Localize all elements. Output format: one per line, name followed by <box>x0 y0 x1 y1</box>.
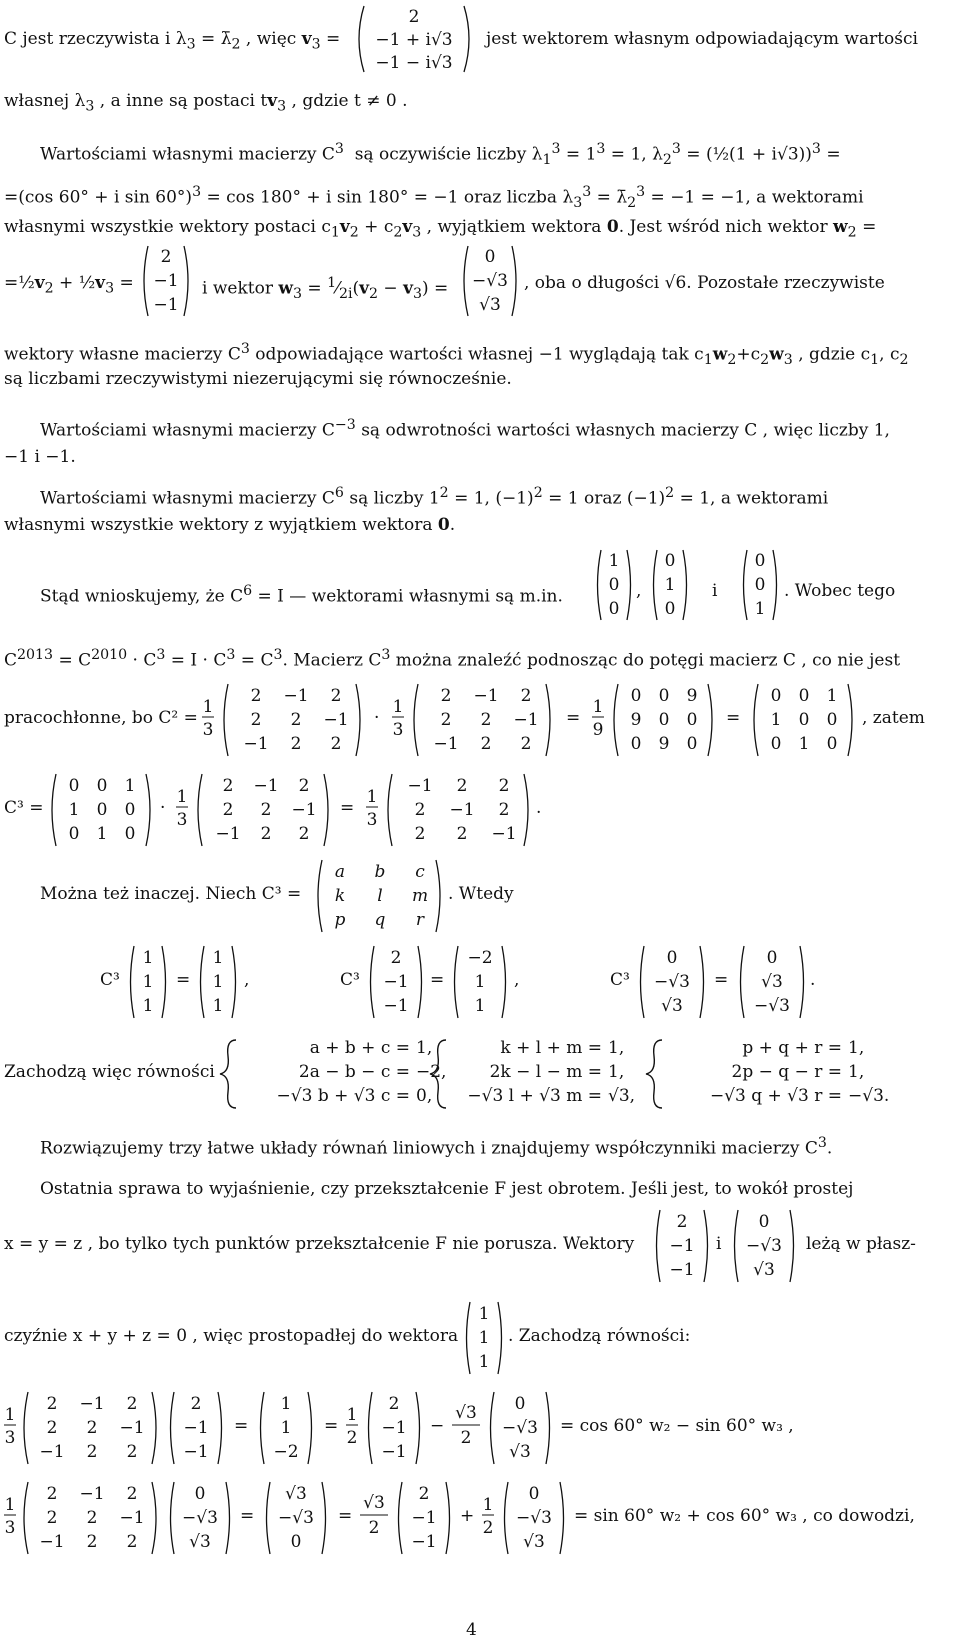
svg-text:czyźnie x + y + z = 0 , więc p: czyźnie x + y + z = 0 , więc prostopadłej do wektora <box>4 1326 459 1346</box>
svg-text:1,: 1, <box>608 1038 625 1058</box>
equation-c-cubed <box>0 770 960 850</box>
svg-text:2: 2 <box>250 686 262 706</box>
svg-text:Można też inaczej. Niech C³ =: Można też inaczej. Niech C³ = <box>40 884 302 904</box>
svg-text:0: 0 <box>608 599 620 619</box>
equation-c3-actions <box>0 942 960 1022</box>
svg-text:0: 0 <box>290 1532 302 1552</box>
svg-text:.: . <box>536 798 542 818</box>
svg-text:1: 1 <box>68 800 80 820</box>
svg-text:2: 2 <box>86 1442 98 1462</box>
text-line: Wartościami własnymi macierzy $C^{-3}$ są odwrotności wartości własnych macierzy C , więc liczby 1, <box>40 417 890 441</box>
svg-text:1: 1 <box>4 1495 16 1515</box>
svg-text:2: 2 <box>86 1508 98 1528</box>
svg-text:·: · <box>374 708 380 728</box>
svg-text:−1: −1 <box>669 1260 695 1280</box>
svg-text:0: 0 <box>630 734 642 754</box>
svg-text:2: 2 <box>126 1532 138 1552</box>
svg-text:−√3: −√3 <box>516 1508 552 1528</box>
svg-text:1: 1 <box>142 996 154 1016</box>
svg-text:=: = <box>714 970 729 990</box>
page-number: 4 <box>466 1620 477 1640</box>
svg-text:2: 2 <box>330 734 342 754</box>
text-line: i <box>712 581 718 601</box>
svg-text:1: 1 <box>608 551 620 571</box>
svg-text:0: 0 <box>96 776 108 796</box>
svg-text:3: 3 <box>392 720 404 740</box>
svg-text:−√3 l + √3 m =: −√3 l + √3 m = <box>467 1086 602 1106</box>
svg-text:+: + <box>460 1506 475 1526</box>
equation-rotation-2 <box>0 1478 960 1558</box>
svg-text:= sin 60° w₂ + cos 60° w₃ , co: = sin 60° w₂ + cos 60° w₃ , co dowodzi, <box>574 1506 915 1526</box>
svg-text:√3: √3 <box>753 1260 775 1280</box>
text-line: . Wobec tego <box>784 581 896 601</box>
svg-text:a: a <box>334 862 346 882</box>
equation-systems <box>0 1034 960 1114</box>
svg-text:2a − b − c =: 2a − b − c = <box>298 1062 410 1082</box>
svg-text:−1: −1 <box>669 1236 695 1256</box>
svg-text:2: 2 <box>460 1428 472 1448</box>
svg-text:0: 0 <box>514 1394 526 1414</box>
svg-text:−2: −2 <box>273 1442 299 1462</box>
svg-text:1: 1 <box>798 734 810 754</box>
svg-text:1,: 1, <box>848 1062 865 1082</box>
svg-text:0: 0 <box>96 800 108 820</box>
svg-text:0: 0 <box>798 686 810 706</box>
text-line: własnymi wszystkie wektory z wyjątkiem wektora 0. <box>4 515 456 535</box>
svg-text:0: 0 <box>658 686 670 706</box>
text-line: Wartościami własnymi macierzy $C^6$ są liczby $1^2 = 1$, $(-1)^2 = 1$ oraz $(-1)^2 = 1$, a wektorami <box>40 485 829 509</box>
svg-text:1: 1 <box>826 686 838 706</box>
svg-text:−1: −1 <box>383 996 409 1016</box>
text-line: C jest rzeczywista i $\lambda_3$ = $\lambdā_2$ , więc $v_3$ = <box>4 29 341 53</box>
svg-text:√3: √3 <box>285 1484 307 1504</box>
svg-text:l: l <box>377 886 383 906</box>
svg-text:−1: −1 <box>39 1442 65 1462</box>
svg-text:−√3: −√3 <box>278 1508 314 1528</box>
text-line: $C^{2013} = C^{2010} \cdot C^3 = I \cdot C^3 = C^3$. Macierz $C^3$ można znaleźć podnosząc do potęgi macierz C , co nie jest <box>4 647 901 671</box>
svg-text:2: 2 <box>456 776 468 796</box>
svg-text:1: 1 <box>478 1328 490 1348</box>
svg-text:1: 1 <box>142 972 154 992</box>
svg-text:−1: −1 <box>323 710 349 730</box>
svg-text:3: 3 <box>366 810 378 830</box>
svg-text:2: 2 <box>456 824 468 844</box>
svg-text:2: 2 <box>482 1518 494 1538</box>
svg-text:k: k <box>334 886 346 906</box>
svg-text:√3: √3 <box>189 1532 211 1552</box>
svg-text:1: 1 <box>770 710 782 730</box>
svg-text:=: = <box>176 970 191 990</box>
svg-text:√3: √3 <box>523 1532 545 1552</box>
svg-text:1: 1 <box>478 1304 490 1324</box>
svg-text:r: r <box>415 910 425 930</box>
svg-text:2: 2 <box>414 824 426 844</box>
svg-text:1: 1 <box>96 824 108 844</box>
svg-text:9: 9 <box>630 710 642 730</box>
svg-text:= cos 60° w₂ − sin 60° w₃ ,: = cos 60° w₂ − sin 60° w₃ , <box>560 1416 794 1436</box>
svg-text:−1: −1 <box>407 776 433 796</box>
vector-e1 <box>594 548 634 626</box>
svg-text:1: 1 <box>280 1394 292 1414</box>
svg-text:1,: 1, <box>608 1062 625 1082</box>
svg-text:0: 0 <box>754 575 766 595</box>
svg-text:m: m <box>411 886 429 906</box>
text-line: Stąd wnioskujemy, że $C^6 = I$ — wektorami własnymi są m.in. <box>40 583 563 607</box>
text-line: i wektor $w_3$ = $^1⁄_{2i}(v_2 - v_3)$ = <box>202 275 449 303</box>
svg-text:√3: √3 <box>455 1403 477 1423</box>
svg-text:−1: −1 <box>411 1508 437 1528</box>
svg-text:=: = <box>430 970 445 990</box>
svg-text:√3: √3 <box>661 996 683 1016</box>
svg-text:. Zachodzą równości:: . Zachodzą równości: <box>508 1326 691 1346</box>
text-line: , oba o długości √6. Pozostałe rzeczywiste <box>524 273 885 293</box>
svg-text:2: 2 <box>480 710 492 730</box>
svg-text:0: 0 <box>770 686 782 706</box>
svg-text:√3: √3 <box>479 295 501 315</box>
svg-text:0: 0 <box>770 734 782 754</box>
text-line: są liczbami rzeczywistymi niezerującymi się równocześnie. <box>4 369 512 389</box>
svg-text:0: 0 <box>766 948 778 968</box>
svg-text:2: 2 <box>520 734 532 754</box>
svg-text:2: 2 <box>330 686 342 706</box>
svg-text:3: 3 <box>202 720 214 740</box>
svg-text:−1: −1 <box>491 824 517 844</box>
svg-text:9: 9 <box>658 734 670 754</box>
svg-text:1: 1 <box>592 697 604 717</box>
svg-text:2: 2 <box>408 7 420 27</box>
svg-text:2: 2 <box>46 1484 58 1504</box>
svg-text:1: 1 <box>212 972 224 992</box>
equation-plane-vectors <box>0 1206 960 1286</box>
svg-text:1,: 1, <box>848 1038 865 1058</box>
svg-text:2: 2 <box>190 1394 202 1414</box>
svg-text:2: 2 <box>290 710 302 730</box>
svg-text:2: 2 <box>260 824 272 844</box>
svg-text:0: 0 <box>608 575 620 595</box>
text-line: −1 i −1. <box>4 447 76 467</box>
svg-text:−1: −1 <box>183 1442 209 1462</box>
svg-text:=: = <box>726 708 741 728</box>
svg-text:−1: −1 <box>473 686 499 706</box>
svg-text:−1: −1 <box>183 1418 209 1438</box>
svg-text:2: 2 <box>388 1394 400 1414</box>
svg-text:−1: −1 <box>79 1394 105 1414</box>
text-line: $=\frac{1}{2}v_2$ + $\frac{1}{2}v_3$ = <box>4 273 134 297</box>
svg-text:−: − <box>430 1416 445 1436</box>
svg-text:−1: −1 <box>153 271 179 291</box>
svg-text:1: 1 <box>212 996 224 1016</box>
equation-c3-general <box>0 856 960 936</box>
svg-text:2: 2 <box>298 776 310 796</box>
svg-text:2: 2 <box>86 1532 98 1552</box>
svg-text:b: b <box>374 862 386 882</box>
vector-w3 <box>460 244 520 322</box>
svg-text:0: 0 <box>666 948 678 968</box>
svg-text:c: c <box>415 862 425 882</box>
svg-text:.: . <box>810 970 816 990</box>
svg-text:−1: −1 <box>79 1484 105 1504</box>
svg-text:0: 0 <box>658 710 670 730</box>
text-line: =(cos 60° + i sin 60°)$^3$ = cos 180° + i sin 180° = −1 oraz liczba $\lambda_3^3$ = $\lambdā_2^3 = -1 = -1$, a wektorami <box>4 184 864 212</box>
svg-text:q: q <box>374 910 386 930</box>
svg-text:−1: −1 <box>119 1508 145 1528</box>
svg-text:2: 2 <box>676 1212 688 1232</box>
svg-text:−√3 q + √3 r =: −√3 q + √3 r = <box>709 1086 842 1106</box>
svg-text:−1: −1 <box>119 1418 145 1438</box>
svg-text:0: 0 <box>68 776 80 796</box>
svg-text:2: 2 <box>290 734 302 754</box>
svg-text:−√3: −√3 <box>472 271 508 291</box>
svg-text:2: 2 <box>126 1394 138 1414</box>
svg-text:1: 1 <box>754 599 766 619</box>
svg-text:0,: 0, <box>416 1086 433 1106</box>
svg-text:0: 0 <box>68 824 80 844</box>
svg-text:0: 0 <box>686 710 698 730</box>
svg-text:0: 0 <box>124 800 136 820</box>
text-line: jest wektorem własnym odpowiadającym wartości <box>486 29 918 49</box>
svg-text:−1: −1 <box>153 295 179 315</box>
svg-text:2: 2 <box>126 1442 138 1462</box>
svg-text:1: 1 <box>474 996 486 1016</box>
vector-e3 <box>740 548 780 626</box>
text-line: wektory własne macierzy $C^3$ odpowiadające wartości własnej −1 wyglądają tak $c_1w_2+c_2w_3$ , gdzie $c_1$, $c_2$ <box>4 341 909 369</box>
svg-text:1: 1 <box>212 948 224 968</box>
svg-text:0: 0 <box>664 599 676 619</box>
svg-text:0: 0 <box>484 247 496 267</box>
svg-text:=: = <box>234 1416 249 1436</box>
svg-text:,: , <box>244 970 250 990</box>
svg-text:√3: √3 <box>509 1442 531 1462</box>
svg-text:2: 2 <box>346 1428 358 1448</box>
svg-text:2: 2 <box>480 734 492 754</box>
svg-text:i: i <box>716 1234 722 1254</box>
svg-text:−1 + i√3: −1 + i√3 <box>375 30 453 50</box>
svg-text:0: 0 <box>124 824 136 844</box>
svg-text:p + q + r =: p + q + r = <box>742 1038 842 1058</box>
svg-text:a + b + c =: a + b + c = <box>309 1038 410 1058</box>
svg-text:Zachodzą więc równości: Zachodzą więc równości <box>4 1062 215 1082</box>
svg-text:2: 2 <box>222 800 234 820</box>
svg-text:9: 9 <box>592 720 604 740</box>
svg-text:−1: −1 <box>383 972 409 992</box>
svg-text:−√3: −√3 <box>502 1418 538 1438</box>
svg-text:−√3: −√3 <box>746 1236 782 1256</box>
svg-text:√3,: √3, <box>608 1086 636 1106</box>
svg-text:−1: −1 <box>215 824 241 844</box>
svg-text:9: 9 <box>686 686 698 706</box>
svg-text:−1: −1 <box>291 800 317 820</box>
vector-e2 <box>650 548 690 626</box>
svg-text:1: 1 <box>366 787 378 807</box>
svg-text:√3: √3 <box>761 972 783 992</box>
svg-text:2: 2 <box>260 800 272 820</box>
text-line: własnej $\lambda_3$ , a inne są postaci $tv_3$ , gdzie t ≠ 0 . <box>4 91 408 115</box>
svg-text:=: = <box>338 1506 353 1526</box>
svg-text:2: 2 <box>498 800 510 820</box>
svg-text:2: 2 <box>86 1418 98 1438</box>
svg-text:−1: −1 <box>381 1442 407 1462</box>
svg-text:C³ =: C³ = <box>4 798 44 818</box>
svg-text:1: 1 <box>346 1405 358 1425</box>
svg-text:leżą w płasz-: leżą w płasz- <box>806 1234 916 1254</box>
equation-normal-vector <box>0 1298 960 1378</box>
svg-text:C³: C³ <box>340 970 360 990</box>
svg-text:0: 0 <box>798 710 810 730</box>
svg-text:1: 1 <box>124 776 136 796</box>
text-line: Rozwiązujemy trzy łatwe układy równań liniowych i znajdujemy współczynniki macierzy $C^3$. <box>40 1135 833 1159</box>
vector-w2 <box>140 244 192 322</box>
svg-text:k + l + m =: k + l + m = <box>500 1038 602 1058</box>
svg-text:,: , <box>514 970 520 990</box>
svg-text:=: = <box>240 1506 255 1526</box>
svg-text:1: 1 <box>4 1405 16 1425</box>
svg-text:2p − q − r =: 2p − q − r = <box>731 1062 842 1082</box>
svg-text:=: = <box>324 1416 339 1436</box>
svg-text:1: 1 <box>478 1352 490 1372</box>
svg-text:2: 2 <box>498 776 510 796</box>
svg-text:−√3: −√3 <box>182 1508 218 1528</box>
svg-text:2: 2 <box>250 710 262 730</box>
svg-text:−√3: −√3 <box>754 996 790 1016</box>
svg-text:−√3: −√3 <box>654 972 690 992</box>
svg-text:−1: −1 <box>449 800 475 820</box>
svg-text:0: 0 <box>664 551 676 571</box>
text-line: Wartościami własnymi macierzy $C^3$ są oczywiście liczby $\lambda_1^3 = 1^3 = 1$, $\lambda_2^3$ = (½(1 + i√3))$^3$ = <box>40 141 841 169</box>
svg-text:0: 0 <box>826 710 838 730</box>
svg-text:=: = <box>340 798 355 818</box>
equation-c-squared <box>0 680 960 760</box>
svg-text:−√3.: −√3. <box>848 1086 890 1106</box>
svg-text:1: 1 <box>142 948 154 968</box>
svg-text:. Wtedy: . Wtedy <box>448 884 514 904</box>
text-line: własnymi wszystkie wektory postaci $c_1v_2 + c_2v_3$ , wyjątkiem wektora 0. Jest wśród nich wektor $w_2$ = <box>4 217 877 241</box>
svg-text:0: 0 <box>826 734 838 754</box>
svg-text:−1: −1 <box>253 776 279 796</box>
svg-text:·: · <box>160 798 166 818</box>
svg-text:2: 2 <box>126 1484 138 1504</box>
svg-text:2: 2 <box>222 776 234 796</box>
svg-text:=: = <box>566 708 581 728</box>
svg-text:0: 0 <box>686 734 698 754</box>
svg-text:1: 1 <box>474 972 486 992</box>
svg-text:√3: √3 <box>363 1493 385 1513</box>
svg-text:2: 2 <box>440 686 452 706</box>
svg-text:2: 2 <box>368 1518 380 1538</box>
svg-text:−1: −1 <box>433 734 459 754</box>
svg-text:, zatem: , zatem <box>862 708 925 728</box>
equation-rotation-1 <box>0 1388 960 1468</box>
svg-text:1: 1 <box>664 575 676 595</box>
svg-text:−√3 b + √3 c =: −√3 b + √3 c = <box>276 1086 410 1106</box>
svg-text:p: p <box>334 910 346 930</box>
text-line: , <box>636 581 642 601</box>
text-line: Ostatnia sprawa to wyjaśnienie, czy przekształcenie F jest obrotem. Jeśli jest, to wokół prostej <box>40 1179 854 1199</box>
svg-text:2: 2 <box>414 800 426 820</box>
svg-text:−2: −2 <box>467 948 493 968</box>
svg-text:−1 − i√3: −1 − i√3 <box>375 53 453 73</box>
svg-text:3: 3 <box>4 1518 16 1538</box>
svg-text:1: 1 <box>392 697 404 717</box>
svg-text:2: 2 <box>418 1484 430 1504</box>
svg-text:−1: −1 <box>39 1532 65 1552</box>
svg-text:pracochłonne, bo C² =: pracochłonne, bo C² = <box>4 708 198 728</box>
svg-text:3: 3 <box>176 810 188 830</box>
svg-text:−1: −1 <box>381 1418 407 1438</box>
svg-text:0: 0 <box>754 551 766 571</box>
svg-text:3: 3 <box>4 1428 16 1448</box>
svg-text:−2,: −2, <box>416 1062 447 1082</box>
svg-text:0: 0 <box>528 1484 540 1504</box>
svg-text:0: 0 <box>630 686 642 706</box>
svg-text:0: 0 <box>758 1212 770 1232</box>
svg-text:−1: −1 <box>283 686 309 706</box>
svg-text:2: 2 <box>298 824 310 844</box>
svg-text:1: 1 <box>176 787 188 807</box>
svg-text:2k − l − m =: 2k − l − m = <box>489 1062 602 1082</box>
svg-text:2: 2 <box>520 686 532 706</box>
svg-text:2: 2 <box>46 1394 58 1414</box>
svg-text:C³: C³ <box>100 970 120 990</box>
svg-text:0: 0 <box>194 1484 206 1504</box>
svg-text:2: 2 <box>440 710 452 730</box>
svg-text:C³: C³ <box>610 970 630 990</box>
svg-text:2: 2 <box>390 948 402 968</box>
svg-text:−1: −1 <box>243 734 269 754</box>
svg-text:−1: −1 <box>411 1532 437 1552</box>
svg-text:1: 1 <box>280 1418 292 1438</box>
svg-text:1: 1 <box>482 1495 494 1515</box>
svg-text:−1: −1 <box>513 710 539 730</box>
svg-text:2: 2 <box>46 1508 58 1528</box>
svg-text:x = y = z , bo tylko tych punk: x = y = z , bo tylko tych punktów przekształcenie F nie porusza. Wektory <box>4 1234 635 1254</box>
svg-text:2: 2 <box>160 247 172 267</box>
svg-text:1,: 1, <box>416 1038 433 1058</box>
svg-text:1: 1 <box>202 697 214 717</box>
svg-text:2: 2 <box>46 1418 58 1438</box>
